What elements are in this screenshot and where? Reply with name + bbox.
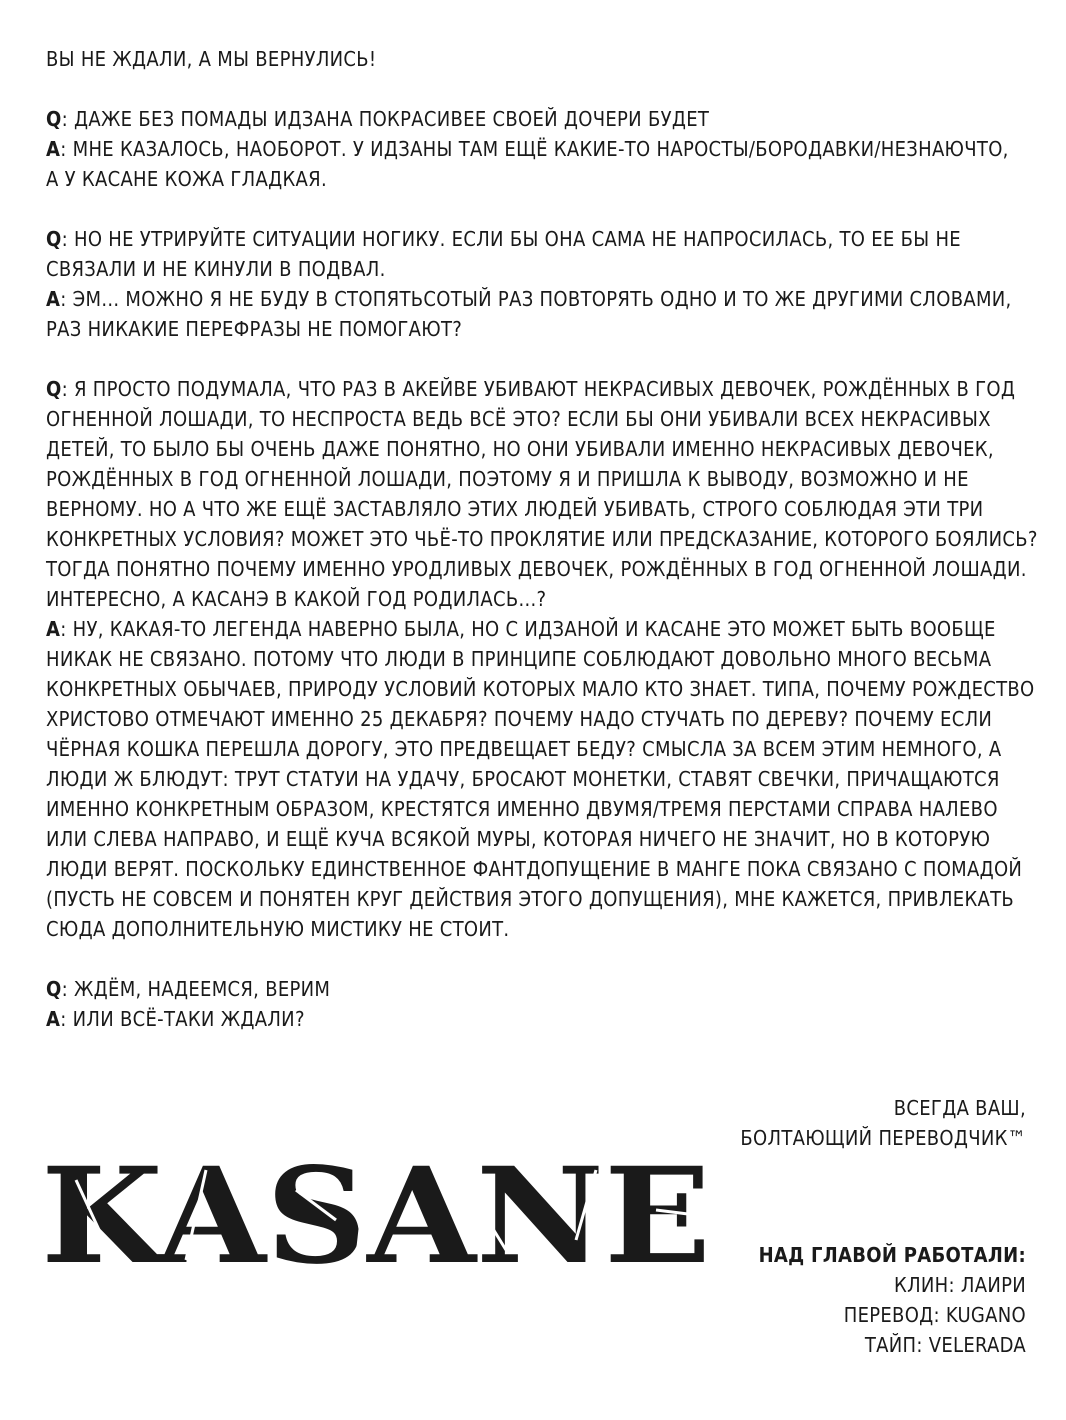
answer-line: НИКАК НЕ СВЯЗАНО. ПОТОМУ ЧТО ЛЮДИ В ПРИНЦИПЕ СОБЛЮДАЮТ ДОВОЛЬНО МНОГО ВЕСЬМА (46, 647, 992, 671)
answer-line: ИЛИ СЛЕВА НАПРАВО, И ЕЩЁ КУЧА ВСЯКОЙ МУРЫ, КОТОРАЯ НИЧЕГО НЕ ЗНАЧИТ, НО В КОТОРУЮ (46, 827, 991, 851)
qa-block-4 (46, 974, 1036, 1034)
question-text: Я ПРОСТО ПОДУМАЛА, ЧТО РАЗ В АКЕЙВЕ УБИВАЮТ НЕКРАСИВЫХ ДЕВОЧЕК, РОЖДЁННЫХ В ГОД (73, 377, 1016, 401)
credits-clean: КЛИН: ЛАИРИ (894, 1273, 1026, 1297)
question-tag: Q (46, 977, 62, 1001)
answer-line: СЮДА ДОПОЛНИТЕЛЬНУЮ МИСТИКУ НЕ СТОИТ. (46, 917, 510, 941)
document-body (46, 44, 1036, 1064)
qa-block-3 (46, 374, 1036, 944)
question-line: Q: Я ПРОСТО ПОДУМАЛА, ЧТО РАЗ В АКЕЙВЕ УБИВАЮТ НЕКРАСИВЫХ ДЕВОЧЕК, РОЖДЁННЫХ В ГОД (46, 377, 1016, 401)
answer-text: НУ, КАКАЯ-ТО ЛЕГЕНДА НАВЕРНО БЫЛА, НО С ИДЗАНОЙ И КАСАНЕ ЭТО МОЖЕТ БЫТЬ ВООБЩЕ (72, 617, 996, 641)
question-line: ОГНЕННОЙ ЛОШАДИ, ТО НЕСПРОСТА ВЕДЬ ВСЁ ЭТО? ЕСЛИ БЫ ОНИ УБИВАЛИ ВСЕХ НЕКРАСИВЫХ (46, 407, 991, 431)
question-tag: Q (46, 107, 62, 131)
question-line: Q: ДАЖЕ БЕЗ ПОМАДЫ ИДЗАНА ПОКРАСИВЕЕ СВОЕЙ ДОЧЕРИ БУДЕТ (46, 107, 710, 131)
question-line: ВЕРНОМУ. НО А ЧТО ЖЕ ЕЩЁ ЗАСТАВЛЯЛО ЭТИХ ЛЮДЕЙ УБИВАТЬ, СТРОГО СОБЛЮДАЯ ЭТИ ТРИ (46, 497, 984, 521)
answer-tag: A (46, 137, 61, 161)
answer-line: A: МНЕ КАЗАЛОСЬ, НАОБОРОТ. У ИДЗАНЫ ТАМ ЕЩЁ КАКИЕ-ТО НАРОСТЫ/БОРОДАВКИ/НЕЗНАЮЧТО, (46, 137, 1009, 161)
signature (740, 1093, 1026, 1153)
question-line: Q: ЖДЁМ, НАДЕЕМСЯ, ВЕРИМ (46, 977, 331, 1001)
credits-typeset: ТАЙП: VELERADA (864, 1333, 1026, 1357)
kasane-logo (36, 1150, 716, 1280)
credits (759, 1240, 1026, 1360)
answer-text: МНЕ КАЗАЛОСЬ, НАОБОРОТ. У ИДЗАНЫ ТАМ ЕЩЁ КАКИЕ-ТО НАРОСТЫ/БОРОДАВКИ/НЕЗНАЮЧТО, (72, 137, 1009, 161)
question-line: ДЕТЕЙ, ТО БЫЛО БЫ ОЧЕНЬ ДАЖЕ ПОНЯТНО, НО ОНИ УБИВАЛИ ИМЕННО НЕКРАСИВЫХ ДЕВОЧЕК, (46, 437, 994, 461)
intro-text: ВЫ НЕ ЖДАЛИ, А МЫ ВЕРНУЛИСЬ! (46, 47, 377, 71)
answer-line: (ПУСТЬ НЕ СОВСЕМ И ПОНЯТЕН КРУГ ДЕЙСТВИЯ ЭТОГО ДОПУЩЕНИЯ), МНЕ КАЖЕТСЯ, ПРИВЛЕКАТЬ (46, 887, 1015, 911)
question-line: ИНТЕРЕСНО, А КАСАНЭ В КАКОЙ ГОД РОДИЛАСЬ...? (46, 587, 547, 611)
question-line: РОЖДЁННЫХ В ГОД ОГНЕННОЙ ЛОШАДИ, ПОЭТОМУ Я И ПРИШЛА К ВЫВОДУ, ВОЗМОЖНО И НЕ (46, 467, 969, 491)
question-line: Q: НО НЕ УТРИРУЙТЕ СИТУАЦИИ НОГИКУ. ЕСЛИ БЫ ОНА САМА НЕ НАПРОСИЛАСЬ, ТО ЕЕ БЫ НЕ (46, 227, 961, 251)
answer-tag: A (46, 617, 61, 641)
question-text: ДАЖЕ БЕЗ ПОМАДЫ ИДЗАНА ПОКРАСИВЕЕ СВОЕЙ ДОЧЕРИ БУДЕТ (73, 107, 710, 131)
answer-line: А У КАСАНЕ КОЖА ГЛАДКАЯ. (46, 167, 327, 191)
question-line: КОНКРЕТНЫХ УСЛОВИЯ? МОЖЕТ ЭТО ЧЬЁ-ТО ПРОКЛЯТИЕ ИЛИ ПРЕДСКАЗАНИЕ, КОТОРОГО БОЯЛИСЬ? (46, 527, 1038, 551)
question-text: ЖДЁМ, НАДЕЕМСЯ, ВЕРИМ (73, 977, 331, 1001)
qa-block-2 (46, 224, 1036, 344)
intro-paragraph (46, 44, 1036, 74)
answer-tag: A (46, 287, 61, 311)
logo-text: KASANE (41, 1150, 711, 1280)
answer-line: ЧЁРНАЯ КОШКА ПЕРЕШЛА ДОРОГУ, ЭТО ПРЕДВЕЩАЕТ БЕДУ? СМЫСЛА ЗА ВСЕМ ЭТИМ НЕМНОГО, А (46, 737, 1002, 761)
question-text: НО НЕ УТРИРУЙТЕ СИТУАЦИИ НОГИКУ. ЕСЛИ БЫ ОНА САМА НЕ НАПРОСИЛАСЬ, ТО ЕЕ БЫ НЕ (73, 227, 961, 251)
answer-line: РАЗ НИКАКИЕ ПЕРЕФРАЗЫ НЕ ПОМОГАЮТ? (46, 317, 463, 341)
answer-line: A: ЭМ... МОЖНО Я НЕ БУДУ В СТОПЯТЬСОТЫЙ РАЗ ПОВТОРЯТЬ ОДНО И ТО ЖЕ ДРУГИМИ СЛОВАМИ, (46, 287, 1012, 311)
answer-line: КОНКРЕТНЫХ ОБЫЧАЕВ, ПРИРОДУ УСЛОВИЙ КОТОРЫХ МАЛО КТО ЗНАЕТ. ТИПА, ПОЧЕМУ РОЖДЕСТВО (46, 677, 1035, 701)
answer-text: ЭМ... МОЖНО Я НЕ БУДУ В СТОПЯТЬСОТЫЙ РАЗ ПОВТОРЯТЬ ОДНО И ТО ЖЕ ДРУГИМИ СЛОВАМИ, (72, 287, 1012, 311)
question-line: СВЯЗАЛИ И НЕ КИНУЛИ В ПОДВАЛ. (46, 257, 386, 281)
answer-line: A: ИЛИ ВСЁ-ТАКИ ЖДАЛИ? (46, 1007, 305, 1031)
answer-line: ХРИСТОВО ОТМЕЧАЮТ ИМЕННО 25 ДЕКАБРЯ? ПОЧЕМУ НАДО СТУЧАТЬ ПО ДЕРЕВУ? ПОЧЕМУ ЕСЛИ (46, 707, 993, 731)
signature-line-1: ВСЕГДА ВАШ, (893, 1096, 1026, 1120)
answer-text: ИЛИ ВСЁ-ТАКИ ЖДАЛИ? (72, 1007, 305, 1031)
answer-line: A: НУ, КАКАЯ-ТО ЛЕГЕНДА НАВЕРНО БЫЛА, НО С ИДЗАНОЙ И КАСАНЕ ЭТО МОЖЕТ БЫТЬ ВООБЩЕ (46, 617, 996, 641)
credits-heading: НАД ГЛАВОЙ РАБОТАЛИ: (758, 1243, 1026, 1267)
answer-line: ЛЮДИ Ж БЛЮДУТ: ТРУТ СТАТУИ НА УДАЧУ, БРОСАЮТ МОНЕТКИ, СТАВЯТ СВЕЧКИ, ПРИЧАЩАЮТСЯ (46, 767, 1000, 791)
signature-line-2: БОЛТАЮЩИЙ ПЕРЕВОДЧИК™ (740, 1126, 1026, 1150)
answer-line: ЛЮДИ ВЕРЯТ. ПОСКОЛЬКУ ЕДИНСТВЕННОЕ ФАНТДОПУЩЕНИЕ В МАНГЕ ПОКА СВЯЗАНО С ПОМАДОЙ (46, 857, 1023, 881)
credits-translation: ПЕРЕВОД: KUGANO (843, 1303, 1026, 1327)
question-tag: Q (46, 227, 62, 251)
answer-tag: A (46, 1007, 61, 1031)
qa-block-1 (46, 104, 1036, 194)
question-tag: Q (46, 377, 62, 401)
answer-line: ИМЕННО КОНКРЕТНЫМ ОБРАЗОМ, КРЕСТЯТСЯ ИМЕННО ДВУМЯ/ТРЕМЯ ПЕРСТАМИ СПРАВА НАЛЕВО (46, 797, 998, 821)
question-line: ТОГДА ПОНЯТНО ПОЧЕМУ ИМЕННО УРОДЛИВЫХ ДЕВОЧЕК, РОЖДЁННЫХ В ГОД ОГНЕННОЙ ЛОШАДИ. (46, 557, 1027, 581)
